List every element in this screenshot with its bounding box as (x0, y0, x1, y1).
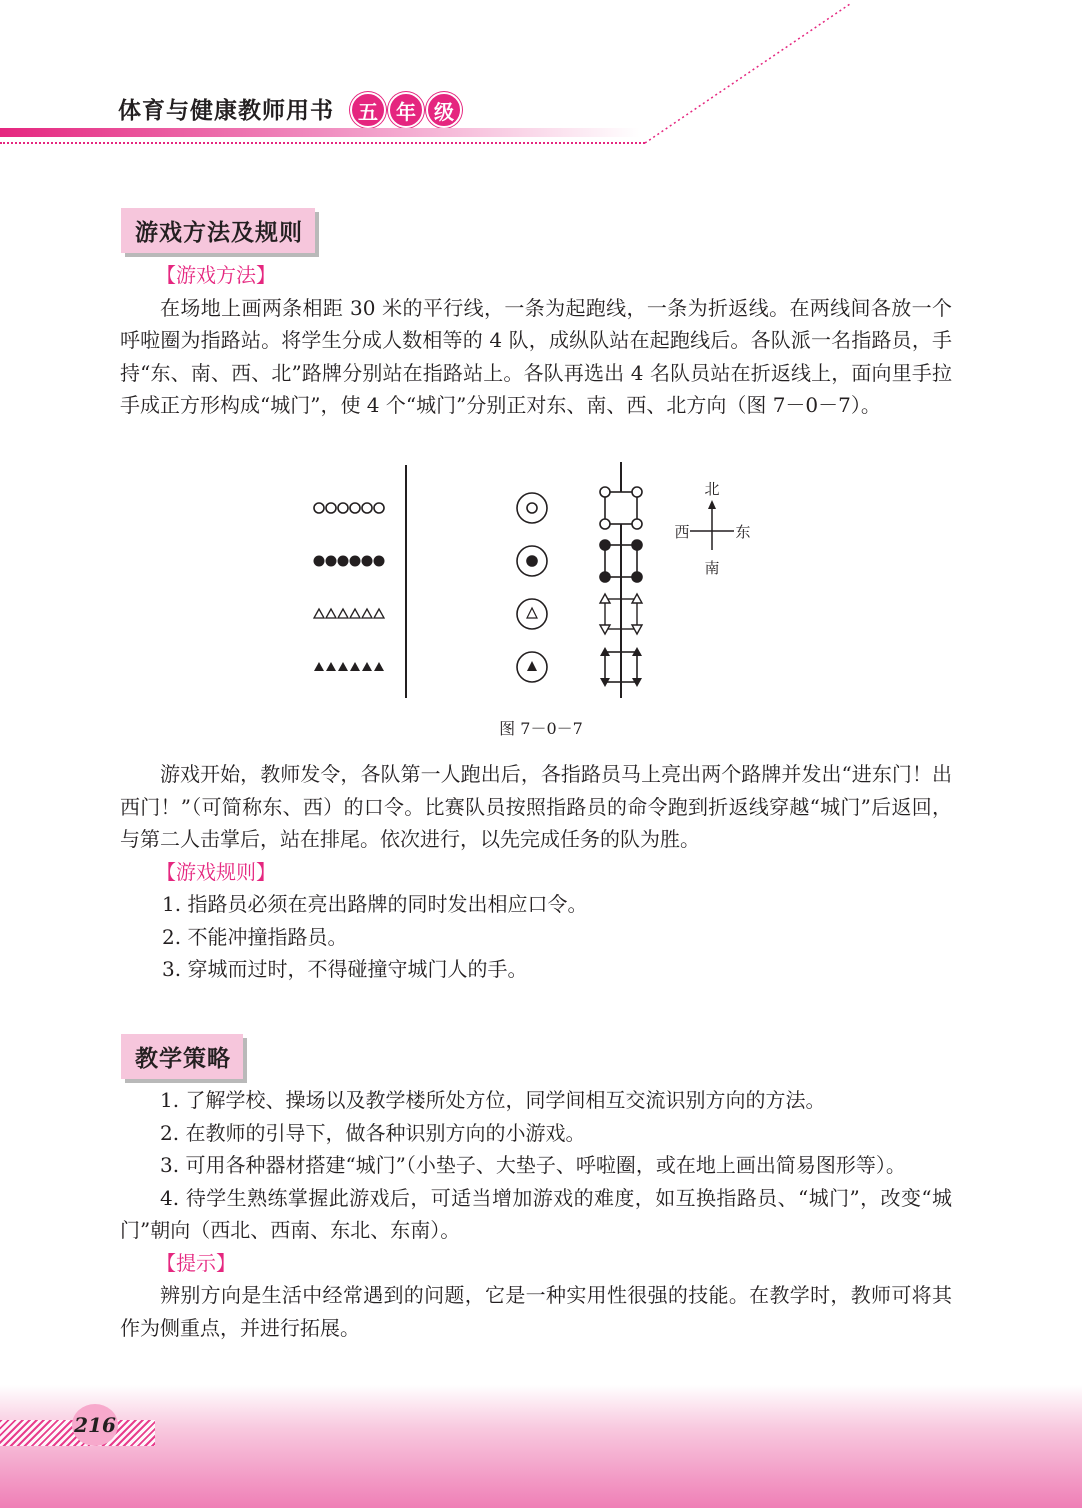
figure-diagram (300, 462, 760, 702)
footer-band (0, 1385, 1082, 1508)
compass-north: 北 (704, 480, 720, 498)
book-title: 体育与健康教师用书 (118, 97, 334, 124)
strategy-item: 2. 在教师的引导下，做各种识别方向的小游戏。 (160, 1120, 586, 1145)
game-method-block (120, 259, 952, 422)
strategy-item: 3. 可用各种器材搭建“城门”（小垫子、大垫子、呼啦圈，或在地上画出简易图形等）。 (160, 1153, 906, 1177)
rule-item: 3. 穿城而过时，不得碰撞守城门人的手。 (162, 957, 528, 981)
tip-label: 【提示】 (156, 1250, 236, 1275)
rule-item: 2. 不能冲撞指路员。 (162, 924, 348, 949)
section-heading-strategy: 教学策略 (121, 1034, 243, 1079)
tip-paragraph: 辨别方向是生活中经常遇到的问题，它是一种实用性很强的技能。在教学时，教师可将其作为侧重点，并进行拓展。 (120, 1283, 952, 1340)
grade-badge (350, 92, 462, 128)
grade-char: 五 (350, 92, 386, 128)
game-rules-label: 【游戏规则】 (156, 859, 276, 884)
game-method-label: 【游戏方法】 (156, 263, 276, 287)
strategy-block (120, 1084, 952, 1344)
guide-station-1 (517, 493, 547, 523)
team-row-filled-circle (314, 556, 385, 567)
team-row-open-circle (314, 503, 384, 513)
guide-station-2 (517, 546, 547, 576)
guide-station-3 (517, 599, 547, 629)
figure-caption: 图 7－0－7 (499, 719, 583, 738)
grade-char: 年 (388, 92, 424, 128)
strategy-item: 4. 待学生熟练掌握此游戏后，可适当增加游戏的难度，如互换指路员、“城门”，改变“城门”朝向（西北、西南、东北、东南）。 (120, 1185, 952, 1242)
compass-east: 东 (735, 523, 751, 541)
city-gate-1 (600, 487, 642, 529)
rule-item: 1. 指路员必须在亮出路牌的同时发出相应口令。 (162, 892, 588, 916)
header-bar (0, 128, 640, 137)
game-method-paragraph: 在场地上画两条相距 30 米的平行线，一条为起跑线，一条为折返线。在两线间各放一个呼啦圈为指路站。将学生分成人数相等的 4 队，成纵队站在起跑线后。各队派一名指路员，手持“东、南、西、北”路牌分别站在指路站上。各队再选出 4 名队员站在折返线上，面向里手拉手成正方形构成“城门”，使 4 个“城门”分别正对东、南、西、北方向（图 7－0－7）。 (120, 295, 952, 417)
section-heading-rules: 游戏方法及规则 (121, 208, 315, 253)
grade-char: 级 (426, 92, 462, 128)
guide-station-4 (517, 652, 547, 682)
compass-icon (690, 500, 734, 550)
header-dotted-line (0, 142, 645, 144)
game-process-paragraph: 游戏开始，教师发令，各队第一人跑出后，各指路员马上亮出两个路牌并发出“进东门！出西门！”（可简称东、西）的口令。比赛队员按照指路员的命令跑到折返线穿越“城门”后返回，与第二人击掌后，站在排尾。依次进行，以先完成任务的队为胜。 (120, 762, 952, 851)
strategy-item: 1. 了解学校、操场以及教学楼所处方位，同学间相互交流识别方向的方法。 (160, 1088, 826, 1112)
page-number: 216 (72, 1404, 118, 1446)
compass-south: 南 (704, 559, 720, 577)
team-row-open-triangle (314, 609, 384, 618)
game-process-block (120, 758, 952, 986)
team-row-filled-triangle (314, 662, 384, 671)
compass-west: 西 (674, 523, 690, 541)
